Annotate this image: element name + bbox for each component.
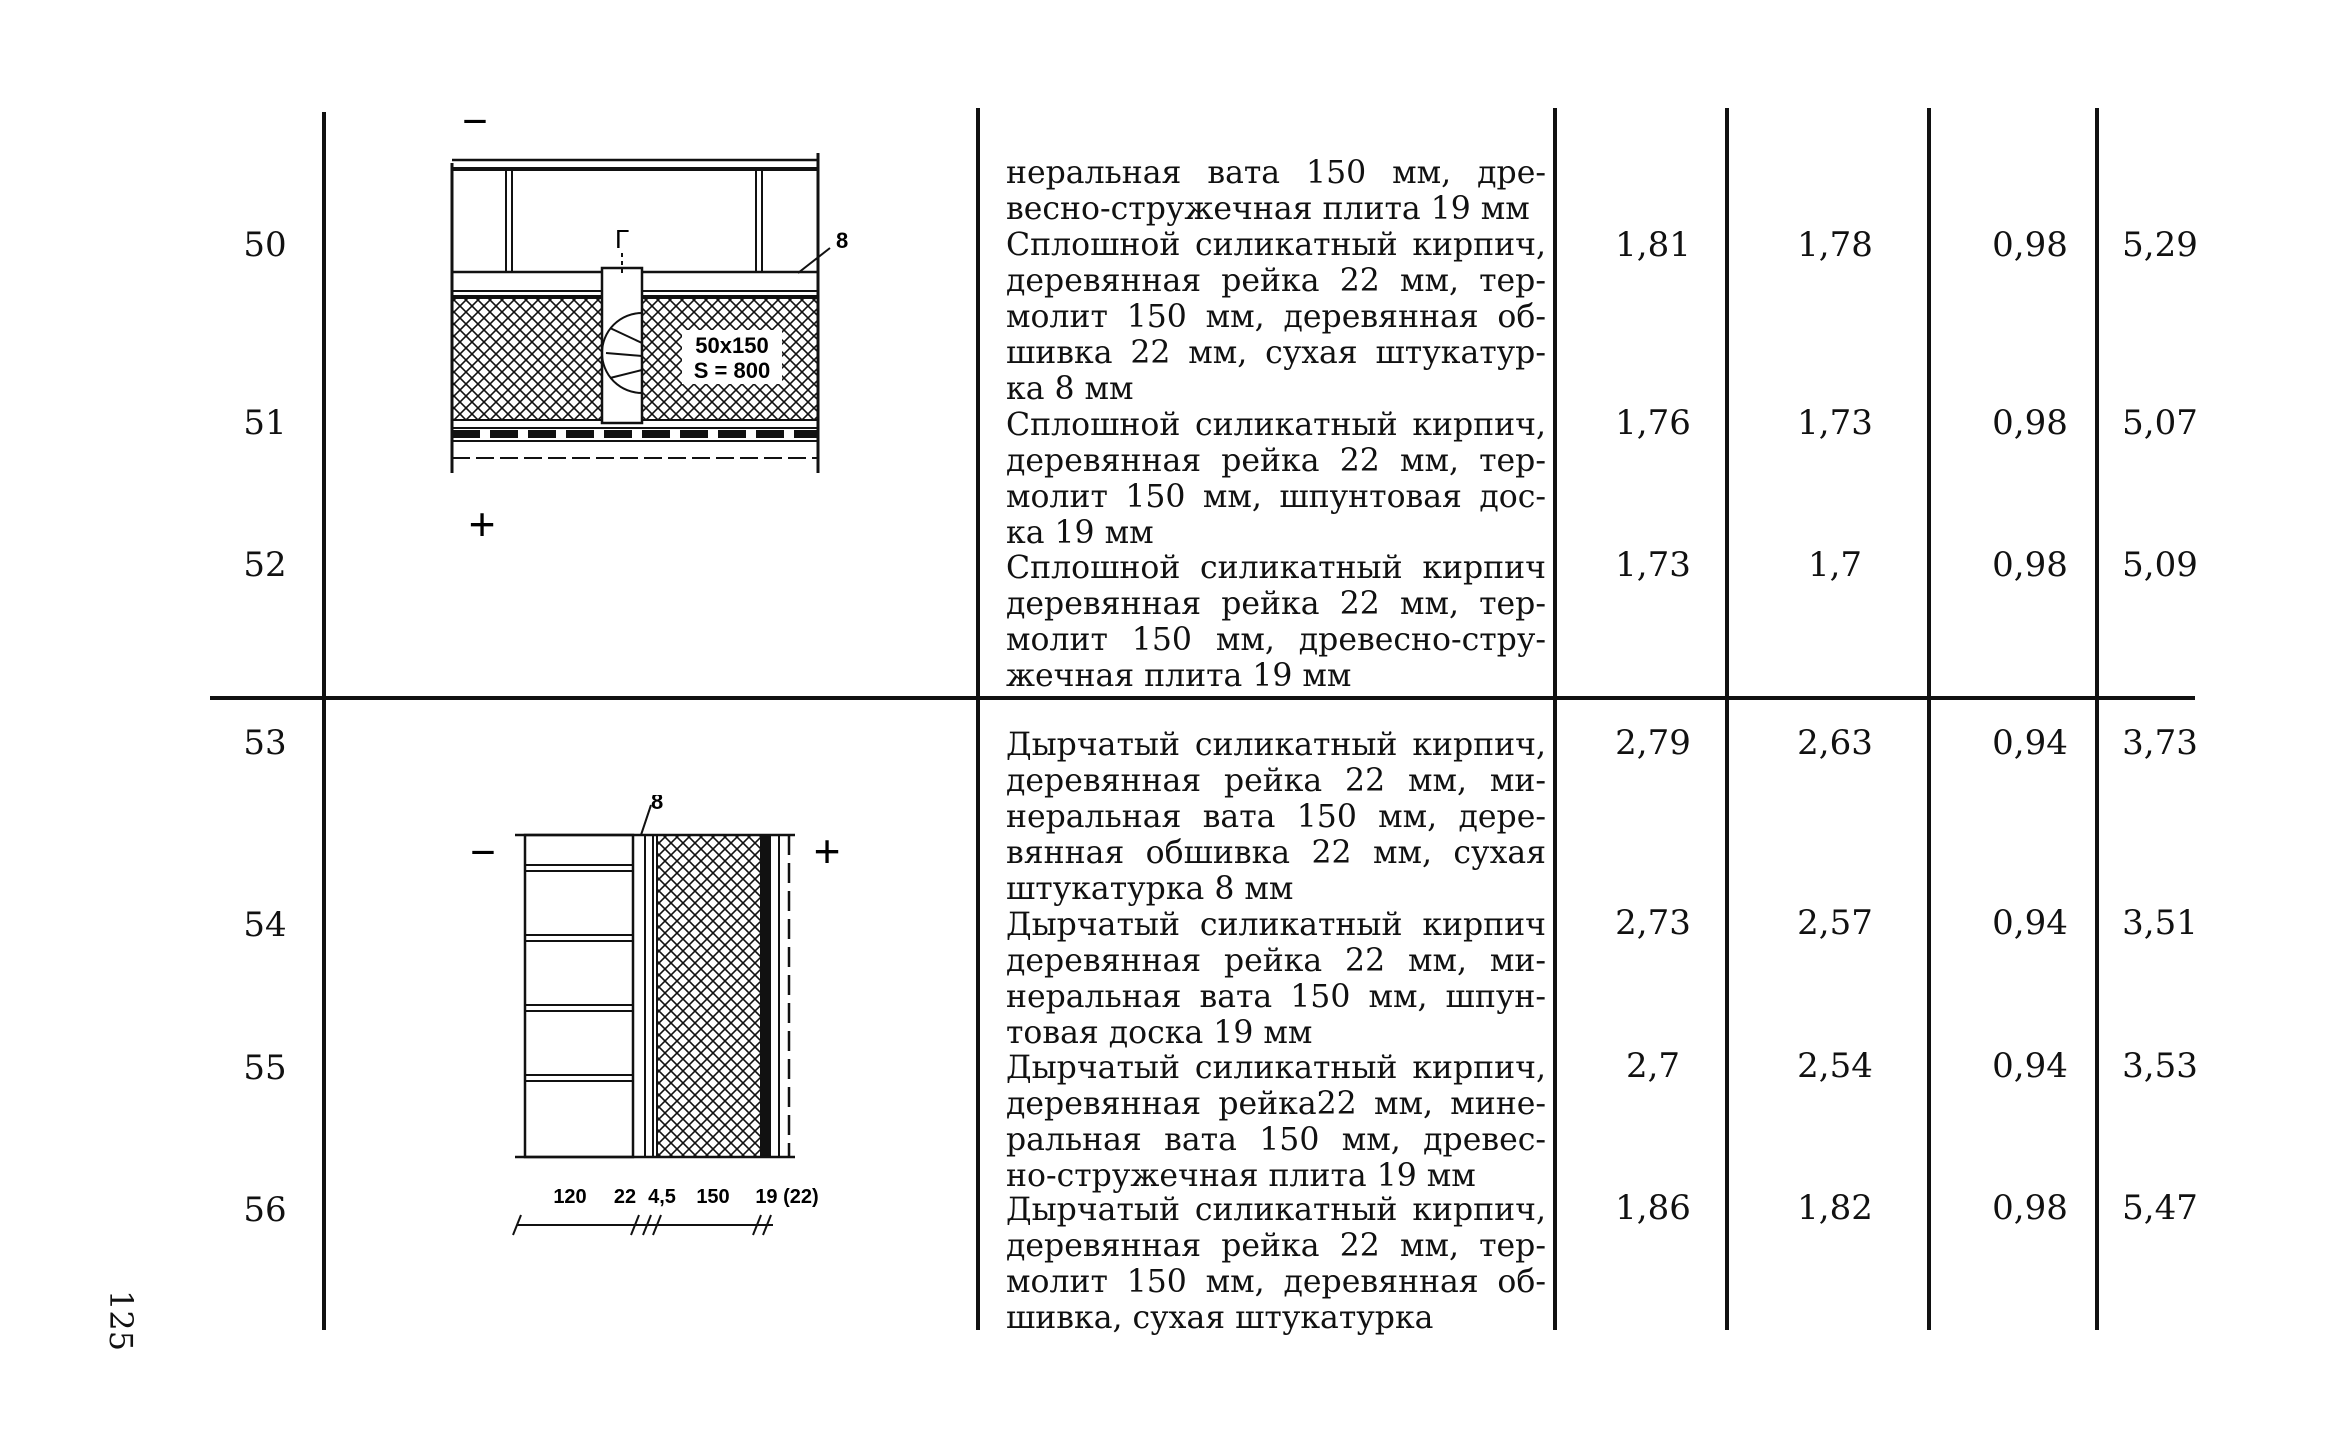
text-line: неральная вата 150 мм, дре- <box>1006 155 1546 191</box>
row-number: 56 <box>243 1190 287 1230</box>
page-number: 125 <box>102 1290 140 1352</box>
column-rule <box>1725 700 1729 1330</box>
value-col-2: 1,78 <box>1797 225 1873 265</box>
row-description <box>1006 550 1546 694</box>
row-number: 53 <box>243 723 287 763</box>
row-number: 50 <box>243 225 287 265</box>
dimension-label: 19 (22) <box>755 1186 819 1208</box>
label-8: 8 <box>651 795 664 814</box>
value-col-4: 3,51 <box>2122 903 2198 943</box>
value-col-3: 0,98 <box>1992 545 2068 585</box>
text-line: ральная вата 150 мм, древес- <box>1006 1122 1546 1158</box>
text-line: молит 150 мм, древесно-стру- <box>1006 622 1546 658</box>
value-col-3: 0,94 <box>1992 1046 2068 1086</box>
text-line: жечная плита 19 мм <box>1006 658 1352 694</box>
value-col-4: 5,29 <box>2122 225 2198 265</box>
text-line: Сплошной силикатный кирпич, <box>1006 227 1546 263</box>
text-line: неральная вата 150 мм, дере- <box>1006 799 1546 835</box>
row-description <box>1006 227 1546 407</box>
value-col-3: 0,94 <box>1992 723 2068 763</box>
wall-section-drawing-1 <box>430 108 850 558</box>
value-col-3: 0,98 <box>1992 225 2068 265</box>
row-number: 51 <box>243 403 287 443</box>
column-rule <box>322 112 326 697</box>
row-number: 52 <box>243 545 287 585</box>
value-col-2: 1,7 <box>1807 545 1863 585</box>
text-line: но-стружечная плита 19 мм <box>1006 1158 1476 1194</box>
value-col-2: 2,54 <box>1797 1046 1873 1086</box>
row-description <box>1006 907 1546 1051</box>
value-col-1: 1,81 <box>1615 225 1691 265</box>
text-line: деревянная рейка 22 мм, ми- <box>1006 763 1546 799</box>
value-col-2: 2,57 <box>1797 903 1873 943</box>
plus-sign: + <box>468 498 496 550</box>
text-line: Дырчатый силикатный кирпич <box>1006 907 1546 943</box>
text-line: молит 150 мм, шпунтовая дос- <box>1006 479 1546 515</box>
value-col-1: 2,73 <box>1615 903 1691 943</box>
text-line: ка 8 мм <box>1006 371 1134 407</box>
dimension-label: 150 <box>696 1186 730 1208</box>
text-line: ка 19 мм <box>1006 515 1154 551</box>
value-col-4: 3,53 <box>2122 1046 2198 1086</box>
text-line: весно-стружечная плита 19 мм <box>1006 191 1530 227</box>
row-number: 54 <box>243 905 287 945</box>
text-line: деревянная рейка 22 мм, тер- <box>1006 443 1546 479</box>
value-col-2: 1,82 <box>1797 1188 1873 1228</box>
value-col-1: 1,73 <box>1615 545 1691 585</box>
value-col-1: 1,86 <box>1615 1188 1691 1228</box>
spacing-label: S = 800 <box>693 358 771 383</box>
wall-section-drawing-2 <box>455 795 875 1245</box>
row-description <box>1006 727 1546 907</box>
column-rule <box>322 700 326 1330</box>
text-line: Сплошной силикатный кирпич <box>1006 550 1546 586</box>
continuation-text <box>1006 155 1546 227</box>
column-rule <box>2095 700 2099 1330</box>
value-col-1: 1,76 <box>1615 403 1691 443</box>
stud-size-label: 50x150 <box>695 333 769 358</box>
value-col-3: 0,98 <box>1992 403 2068 443</box>
text-line: товая доска 19 мм <box>1006 1015 1313 1051</box>
dimension-label: 120 <box>553 1186 587 1208</box>
text-line: Сплошной силикатный кирпич, <box>1006 407 1546 443</box>
column-rule <box>1927 700 1931 1330</box>
text-line: деревянная рейка22 мм, мине- <box>1006 1086 1546 1122</box>
text-line: Дырчатый силикатный кирпич, <box>1006 727 1546 763</box>
plus-sign: + <box>813 825 841 877</box>
text-line: штукатурка 8 мм <box>1006 871 1294 907</box>
text-line: шивка, сухая штукатурка <box>1006 1300 1434 1336</box>
text-line: деревянная рейка 22 мм, тер- <box>1006 586 1546 622</box>
value-col-4: 3,73 <box>2122 723 2198 763</box>
label-g: Г <box>614 224 630 254</box>
row-number: 55 <box>243 1048 287 1088</box>
text-line: вянная обшивка 22 мм, сухая <box>1006 835 1546 871</box>
text-line: деревянная рейка 22 мм, тер- <box>1006 263 1546 299</box>
text-line: Дырчатый силикатный кирпич, <box>1006 1192 1546 1228</box>
label-8: 8 <box>836 228 849 253</box>
minus-sign: − <box>470 828 496 877</box>
text-line: шивка 22 мм, сухая штукатур- <box>1006 335 1546 371</box>
text-line: деревянная рейка 22 мм, ми- <box>1006 943 1546 979</box>
minus-sign: − <box>462 108 488 146</box>
value-col-4: 5,47 <box>2122 1188 2198 1228</box>
row-description <box>1006 1050 1546 1194</box>
dimension-label: 4,5 <box>648 1186 676 1208</box>
text-line: Дырчатый силикатный кирпич, <box>1006 1050 1546 1086</box>
group-separator <box>210 696 2195 700</box>
value-col-3: 0,94 <box>1992 903 2068 943</box>
text-line: молит 150 мм, деревянная об- <box>1006 299 1546 335</box>
row-description <box>1006 1192 1546 1336</box>
value-col-2: 2,63 <box>1797 723 1873 763</box>
value-col-3: 0,98 <box>1992 1188 2068 1228</box>
value-col-4: 5,09 <box>2122 545 2198 585</box>
column-rule <box>1553 108 1557 697</box>
text-line: молит 150 мм, деревянная об- <box>1006 1264 1546 1300</box>
column-rule <box>1927 108 1931 697</box>
row-description <box>1006 407 1546 551</box>
column-rule <box>976 108 980 697</box>
value-col-2: 1,73 <box>1797 403 1873 443</box>
column-rule <box>1553 700 1557 1330</box>
value-col-1: 2,79 <box>1615 723 1691 763</box>
text-line: неральная вата 150 мм, шпун- <box>1006 979 1546 1015</box>
value-col-1: 2,7 <box>1625 1046 1681 1086</box>
column-rule <box>976 700 980 1330</box>
text-line: деревянная рейка 22 мм, тер- <box>1006 1228 1546 1264</box>
value-col-4: 5,07 <box>2122 403 2198 443</box>
dimension-label: 22 <box>613 1186 637 1208</box>
